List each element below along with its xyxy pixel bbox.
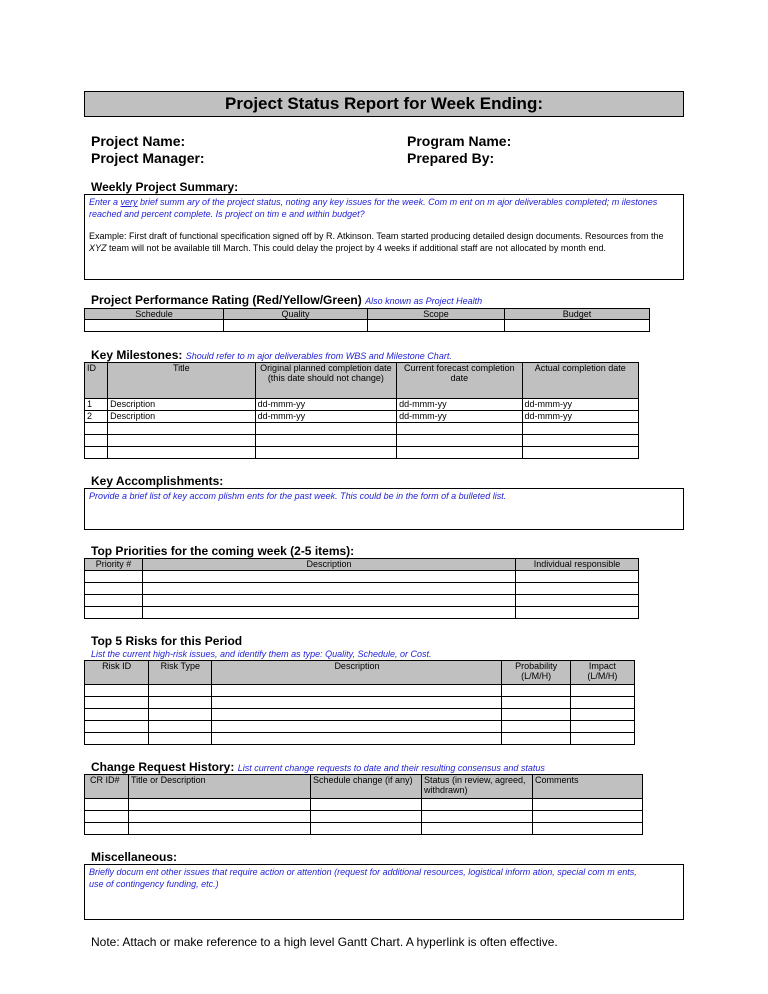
milestones-note: Should refer to m ajor deliverables from WBS and Milestone Chart. [185,351,452,361]
prepared-by-label: Prepared By: [407,150,495,166]
milestone-actual[interactable]: dd-mmm-yy [522,411,638,423]
milestone-title[interactable] [108,447,256,459]
priority-cell[interactable] [85,607,143,619]
milestone-original[interactable] [255,423,397,435]
risk-cell[interactable] [85,709,149,721]
risk-cell[interactable] [212,721,502,733]
table-row [85,423,639,435]
risk-cell[interactable] [502,721,570,733]
accomplishments-heading: Key Accomplishments: [91,474,224,488]
change-requests-note: List current change requests to date and their resulting consensus and status [237,763,545,773]
summary-heading: Weekly Project Summary: [91,180,239,194]
col-budget: Budget [505,309,650,320]
description-cell[interactable] [143,571,516,583]
milestone-actual[interactable] [522,447,638,459]
risks-note: List the current high-risk issues, and identify them as type: Quality, Schedule, or Cost. [91,649,432,659]
risk-cell[interactable] [212,709,502,721]
risk-cell[interactable] [85,733,149,745]
table-row [85,685,635,697]
priority-cell[interactable] [85,583,143,595]
col-cr-comments: Comments [533,775,643,799]
cr-cell[interactable] [311,823,422,835]
risk-cell[interactable] [149,685,212,697]
cr-cell[interactable] [533,811,643,823]
misc-instruction: Briefly docum ent other issues that require action or attention (request for additional resources, logistical inform ation, special com m ents, use of contingency funding, etc.) [89,867,637,889]
performance-table [84,308,650,332]
priorities-heading: Top Priorities for the coming week (2-5 items): [91,544,355,558]
table-row [85,607,639,619]
milestone-title[interactable]: Description [108,399,256,411]
milestone-id[interactable] [85,423,108,435]
misc-heading: Miscellaneous: [91,850,178,864]
cr-cell[interactable] [533,799,643,811]
cr-cell[interactable] [533,823,643,835]
col-individual: Individual responsible [516,559,639,571]
cr-cell[interactable] [85,823,129,835]
milestones-table [84,362,639,459]
table-row [85,447,639,459]
col-cr-title: Title or Description [129,775,311,799]
cr-cell[interactable] [422,811,533,823]
description-cell[interactable] [143,607,516,619]
col-cr-status: Status (in review, agreed, withdrawn) [422,775,533,799]
table-row [85,697,635,709]
cr-cell[interactable] [85,799,129,811]
table-row [85,595,639,607]
description-cell[interactable] [143,595,516,607]
summary-instruction: Enter a very brief summ ary of the project status, noting any key issues for the week. Com m ent on m ajor deliverables completed; m ilestones reached and percent complete. Is project on tim e and within budget? [89,197,658,219]
milestone-actual[interactable] [522,435,638,447]
risk-cell[interactable] [570,709,634,721]
milestone-forecast[interactable]: dd-mmm-yy [397,399,522,411]
col-title: Title [108,363,256,399]
risk-cell[interactable] [212,685,502,697]
col-cr-schedule: Schedule change (if any) [311,775,422,799]
cr-cell[interactable] [129,811,311,823]
col-id: ID [85,363,108,399]
col-quality: Quality [224,309,368,320]
cr-cell[interactable] [311,799,422,811]
milestone-title[interactable] [108,423,256,435]
risk-cell[interactable] [149,709,212,721]
risk-cell[interactable] [570,685,634,697]
milestone-forecast[interactable] [397,447,522,459]
change-requests-heading: Change Request History: List current change requests to date and their resulting consensus and status [91,760,545,774]
risk-cell[interactable] [212,733,502,745]
performance-heading: Project Performance Rating (Red/Yellow/Green) Also known as Project Health [91,293,483,307]
risk-cell[interactable] [570,733,634,745]
report-title: Project Status Report for Week Ending: [84,91,684,117]
risk-cell[interactable] [149,733,212,745]
risk-cell[interactable] [149,721,212,733]
col-risk-id: Risk ID [85,661,149,685]
budget-rating-cell[interactable] [505,320,650,332]
change-requests-table [84,774,643,835]
col-scope: Scope [368,309,505,320]
responsible-cell[interactable] [516,583,639,595]
risks-heading: Top 5 Risks for this Period [91,634,243,648]
col-original-date: Original planned completion date (this date should not change) [255,363,397,399]
col-risk-description: Description [212,661,502,685]
col-actual-date: Actual completion date [522,363,638,399]
performance-note: Also known as Project Health [365,296,483,306]
table-row [85,399,639,411]
table-row [85,823,643,835]
risk-cell[interactable] [502,733,570,745]
cr-cell[interactable] [129,823,311,835]
milestone-forecast[interactable] [397,435,522,447]
milestone-original[interactable]: dd-mmm-yy [255,399,397,411]
misc-box[interactable] [84,864,684,920]
priority-cell[interactable] [85,571,143,583]
summary-box[interactable] [84,194,684,280]
scope-rating-cell[interactable] [368,320,505,332]
accomplishments-box[interactable] [84,488,684,530]
risk-cell[interactable] [149,697,212,709]
table-row [85,411,639,423]
cr-cell[interactable] [85,811,129,823]
milestone-id[interactable]: 2 [85,411,108,423]
milestone-actual[interactable]: dd-mmm-yy [522,399,638,411]
priorities-table [84,558,639,619]
footer-note: Note: Attach or make reference to a high level Gantt Chart. A hyperlink is often effective. [91,935,558,949]
risk-cell[interactable] [502,685,570,697]
risk-cell[interactable] [570,697,634,709]
risk-cell[interactable] [212,697,502,709]
responsible-cell[interactable] [516,571,639,583]
col-impact: Impact (L/M/H) [570,661,634,685]
responsible-cell[interactable] [516,595,639,607]
col-schedule: Schedule [85,309,224,320]
table-row [85,583,639,595]
risk-cell[interactable] [85,721,149,733]
risk-cell[interactable] [85,685,149,697]
summary-example: Example: First draft of functional specification signed off by R. Atkinson. Team started producing detailed design documents. Resources from the XYZ team will not be available till March. This could delay the project by 4 weeks if additional staff are not allocated by month end. [89,231,664,253]
table-row [85,571,639,583]
table-row [85,799,643,811]
cr-cell[interactable] [422,799,533,811]
milestone-id[interactable] [85,447,108,459]
milestone-id[interactable]: 1 [85,399,108,411]
risk-cell[interactable] [85,697,149,709]
table-row [85,733,635,745]
program-name-label: Program Name: [407,133,512,149]
col-probability: Probability (L/M/H) [502,661,570,685]
cr-cell[interactable] [311,811,422,823]
table-row [85,721,635,733]
milestone-title[interactable] [108,435,256,447]
milestone-original[interactable]: dd-mmm-yy [255,411,397,423]
col-risk-type: Risk Type [149,661,212,685]
risk-cell[interactable] [502,709,570,721]
cr-cell[interactable] [422,823,533,835]
quality-rating-cell[interactable] [224,320,368,332]
table-row [85,811,643,823]
milestone-actual[interactable] [522,423,638,435]
milestone-forecast[interactable]: dd-mmm-yy [397,411,522,423]
description-cell[interactable] [143,583,516,595]
cr-cell[interactable] [129,799,311,811]
risk-cell[interactable] [570,721,634,733]
responsible-cell[interactable] [516,607,639,619]
risks-table [84,660,635,745]
col-forecast-date: Current forecast completion date [397,363,522,399]
milestone-title[interactable]: Description [108,411,256,423]
table-row [85,435,639,447]
schedule-rating-cell[interactable] [85,320,224,332]
priority-cell[interactable] [85,595,143,607]
col-priority: Priority # [85,559,143,571]
risk-cell[interactable] [502,697,570,709]
milestones-heading: Key Milestones: Should refer to m ajor deliverables from WBS and Milestone Chart. [91,348,452,362]
milestone-original[interactable] [255,435,397,447]
col-cr-id: CR ID# [85,775,129,799]
milestone-forecast[interactable] [397,423,522,435]
project-name-label: Project Name: [91,133,186,149]
milestone-original[interactable] [255,447,397,459]
table-row [85,709,635,721]
project-manager-label: Project Manager: [91,150,205,166]
col-description: Description [143,559,516,571]
accomplishments-instruction: Provide a brief list of key accom plishm ents for the past week. This could be in the form of a bulleted list. [89,491,507,501]
milestone-id[interactable] [85,435,108,447]
